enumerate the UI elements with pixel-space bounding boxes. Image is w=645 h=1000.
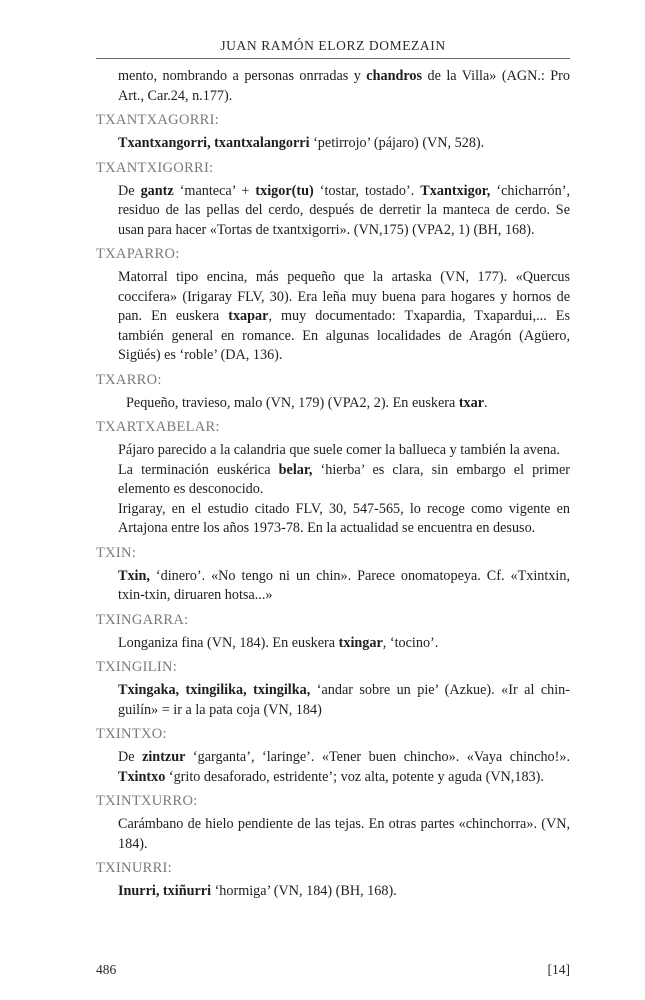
intro-paragraph: [96, 67, 570, 106]
definition-paragraph: [118, 134, 570, 154]
entry-definition: [96, 882, 570, 902]
text-run: Longaniza fina (VN, 184). En euskera: [118, 634, 339, 651]
definition-paragraph: [118, 681, 570, 720]
bold-term: Txantxigor,: [420, 182, 491, 199]
entry-definition: [96, 634, 570, 654]
bold-term: gantz: [140, 182, 174, 199]
entry-definition: [96, 182, 570, 241]
text-run: ‘garganta’, ‘laringe’. «Tener buen chincho». «Vaya chincho!».: [185, 749, 570, 765]
headword: TXARTXABELAR:: [96, 419, 220, 435]
text-run: ‘chicharrón’, residuo de las pellas del cerdo, después de derretir la manteca de cerdo. Se usan para hacer «Tortas de txantxigorri». (VN,175) (VPA2, 1) (BH, 168).: [118, 182, 571, 238]
definition-paragraph: [118, 461, 570, 500]
bold-term: txingar: [338, 634, 383, 651]
text-run: de la Villa» (AGN.: Pro Art., Car.24, n.177).: [118, 68, 570, 104]
entry-definition: [96, 815, 570, 854]
bold-term: txapar: [228, 308, 269, 324]
definition-paragraph: [118, 634, 570, 654]
page-content: [96, 67, 570, 902]
headword: TXINTXO:: [96, 726, 167, 742]
text-run: .: [484, 394, 488, 411]
bold-term: zintzur: [142, 749, 186, 765]
definition-paragraph: [118, 182, 570, 241]
entry-definition: [96, 441, 570, 539]
text-run: ‘manteca’ +: [173, 182, 256, 199]
entry-definition: [96, 681, 570, 720]
bold-term: Txintxo: [118, 768, 166, 785]
bold-term: chandros: [366, 68, 423, 84]
definition-paragraph: [118, 748, 570, 787]
intro-text: [118, 67, 570, 106]
entry-definition: [96, 134, 570, 154]
headword: TXANTXAGORRI:: [96, 112, 220, 128]
text-run: Carámbano de hielo pendiente de las tejas. En otras partes «chinchorra». (VN, 184).: [118, 816, 570, 852]
definition-paragraph: [118, 567, 570, 606]
headword: TXINGARRA:: [96, 611, 189, 628]
headword: TXIN:: [96, 544, 137, 561]
headword: TXINGILIN:: [96, 659, 178, 675]
definition-paragraph: [126, 394, 570, 414]
headword: TXINURRI:: [96, 860, 172, 876]
text-run: ‘tostar, tostado’.: [313, 182, 421, 199]
text-run: ‘petirrojo’ (pájaro) (VN, 528).: [309, 135, 485, 151]
definition-paragraph: [118, 500, 570, 539]
bold-term: Inurri, txiñurri: [118, 883, 212, 899]
bold-term: Txingaka, txingilika, txingilka,: [118, 682, 311, 698]
text-run: ‘dinero’. «No tengo ni un chin». Parece onomatopeya. Cf. «Txintxin, txin-txin, diruaren hotsa...»: [118, 567, 570, 603]
bold-term: txar: [458, 394, 485, 411]
bold-term: Txantxangorri, txantxalangorri: [118, 135, 310, 151]
definition-paragraph: [118, 268, 570, 366]
bracket-number: [14]: [547, 962, 570, 977]
running-header: JUAN RAMÓN ELORZ DOMEZAIN: [220, 38, 446, 53]
definition-paragraph: [118, 815, 570, 854]
text-run: ‘grito desaforado, estridente’; voz alta, potente y aguda (VN,183).: [165, 768, 544, 785]
text-run: De: [118, 182, 141, 199]
text-run: Matorral tipo encina, más pequeño que la artaska (VN, 177). «Quercus coccifera» (Irigaray FLV, 30). Era leña muy buena para hogares y hornos de pan. En euskera: [118, 269, 570, 324]
text-run: ‘hormiga’ (VN, 184) (BH, 168).: [211, 883, 397, 899]
text-run: , muy documentado: Txapardia, Txapardui,... Es también general en romance. En algunas localidades de Aragón (Agüero, Sigüés) es ‘roble’ (DA, 136).: [118, 308, 570, 363]
definition-paragraph: [118, 441, 570, 461]
text-run: mento, nombrando a personas onrradas y: [118, 68, 367, 84]
page-number: 486: [96, 962, 117, 977]
text-run: ‘hierba’ es clara, sin embargo el primer elemento es desconocido.: [118, 461, 570, 497]
entry-definition: [96, 567, 570, 606]
text-run: Pájaro parecido a la calandria que suele comer la ballueca y también la avena.: [118, 442, 560, 458]
headword: TXANTXIGORRI:: [96, 159, 214, 176]
text-run: , ‘tocino’.: [382, 634, 439, 651]
text-run: Irigaray, en el estudio citado FLV, 30, 547-565, lo recoge como vigente en Artajona entre los años 1973-78. En la actualidad se encuentra en desuso.: [118, 500, 570, 536]
text-run: ‘andar sobre un pie’ (Azkue). «Ir al chinguilín» = ir a la pata coja (VN, 184): [118, 682, 570, 718]
bold-term: Txin,: [118, 567, 150, 584]
bold-term: txigor(tu): [255, 182, 314, 199]
definition-paragraph: [118, 882, 570, 902]
headword: TXARRO:: [96, 371, 162, 388]
headword: TXAPARRO:: [96, 246, 180, 262]
headword: TXINTXURRO:: [96, 793, 198, 809]
entries-list: [96, 111, 570, 902]
header-rule: [96, 58, 570, 59]
entry-definition: [96, 394, 570, 414]
text-run: La terminación euskérica: [118, 461, 279, 478]
bold-term: belar,: [278, 461, 313, 478]
entry-definition: [96, 748, 570, 787]
text-run: De: [118, 749, 143, 765]
text-run: Pequeño, travieso, malo (VN, 179) (VPA2, 2). En euskera: [126, 394, 459, 411]
entry-definition: [96, 268, 570, 366]
